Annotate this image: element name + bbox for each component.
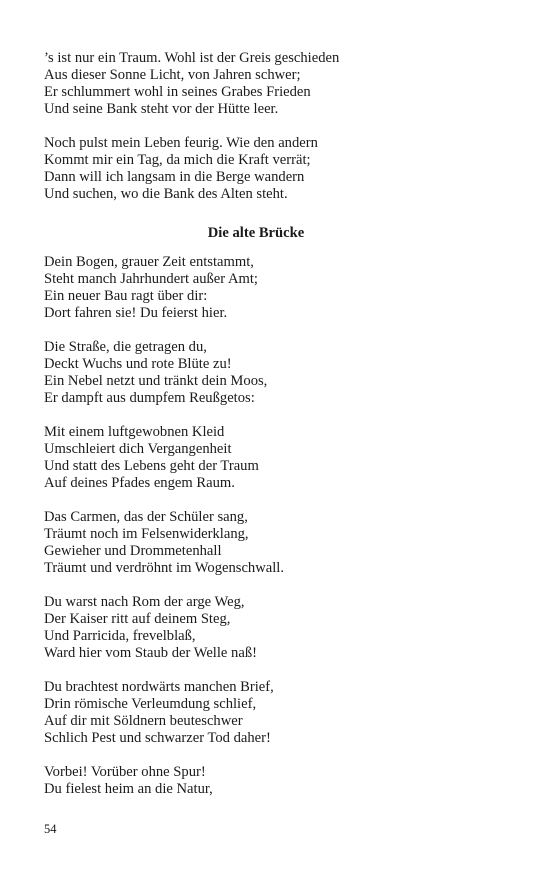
- verse-line: Das Carmen, das der Schüler sang,: [44, 509, 248, 525]
- verse-line: Umschleiert dich Vergangenheit: [44, 441, 232, 457]
- verse-line: Ein neuer Bau ragt über dir:: [44, 288, 208, 304]
- stanza: [44, 254, 464, 322]
- verse-line: Vorbei! Vorüber ohne Spur!: [44, 764, 206, 780]
- verse-line: Kommt mir ein Tag, da mich die Kraft verrät;: [44, 152, 311, 168]
- verse-line: Mit einem luftgewobnen Kleid: [44, 424, 225, 440]
- verse-line: Gewieher und Drommetenhall: [44, 543, 222, 559]
- verse-line: Er dampft aus dumpfem Reußgetos:: [44, 390, 255, 406]
- verse-line: Träumt noch im Felsenwiderklang,: [44, 526, 249, 542]
- verse-line: Auf dir mit Söldnern beuteschwer: [44, 713, 243, 729]
- verse-line: Deckt Wuchs und rote Blüte zu!: [44, 356, 232, 372]
- verse-line: Und statt des Lebens geht der Traum: [44, 458, 259, 474]
- stanza: [44, 509, 464, 577]
- stanza: [44, 135, 464, 203]
- verse-line: Dein Bogen, grauer Zeit entstammt,: [44, 254, 254, 270]
- verse-line: Ein Nebel netzt und tränkt dein Moos,: [44, 373, 268, 389]
- verse-line: Auf deines Pfades engem Raum.: [44, 475, 235, 491]
- verse-line: Und Parricida, frevelblaß,: [44, 628, 196, 644]
- verse-line: Der Kaiser ritt auf deinem Steg,: [44, 611, 231, 627]
- stanza: [44, 339, 464, 407]
- verse-line: Du warst nach Rom der arge Weg,: [44, 594, 245, 610]
- verse-line: Und suchen, wo die Bank des Alten steht.: [44, 186, 288, 202]
- verse-line: Aus dieser Sonne Licht, von Jahren schwer;: [44, 67, 301, 83]
- verse-line: Ward hier vom Staub der Welle naß!: [44, 645, 257, 661]
- stanza: [44, 764, 464, 798]
- verse-line: Dann will ich langsam in die Berge wandern: [44, 169, 305, 185]
- verse-line: Die Straße, die getragen du,: [44, 339, 207, 355]
- verse-line: Du brachtest nordwärts manchen Brief,: [44, 679, 274, 695]
- verse-line: Schlich Pest und schwarzer Tod daher!: [44, 730, 271, 746]
- stanza: [44, 679, 464, 747]
- page-number: 54: [44, 822, 57, 836]
- page-body: [44, 50, 464, 815]
- poem-title: Die alte Brücke: [207, 225, 305, 241]
- verse-line: ’s ist nur ein Traum. Wohl ist der Greis geschieden: [44, 50, 340, 66]
- stanza: [44, 424, 464, 492]
- stanza: [44, 594, 464, 662]
- verse-line: Träumt und verdröhnt im Wogenschwall.: [44, 560, 285, 576]
- verse-line: Steht manch Jahrhundert außer Amt;: [44, 271, 258, 287]
- verse-line: Du fielest heim an die Natur,: [44, 781, 213, 797]
- verse-line: Und seine Bank steht vor der Hütte leer.: [44, 101, 279, 117]
- verse-line: Er schlummert wohl in seines Grabes Frieden: [44, 84, 311, 100]
- verse-line: Dort fahren sie! Du feierst hier.: [44, 305, 228, 321]
- verse-line: Drin römische Verleumdung schlief,: [44, 696, 257, 712]
- verse-line: Noch pulst mein Leben feurig. Wie den andern: [44, 135, 318, 151]
- stanza: [44, 50, 464, 118]
